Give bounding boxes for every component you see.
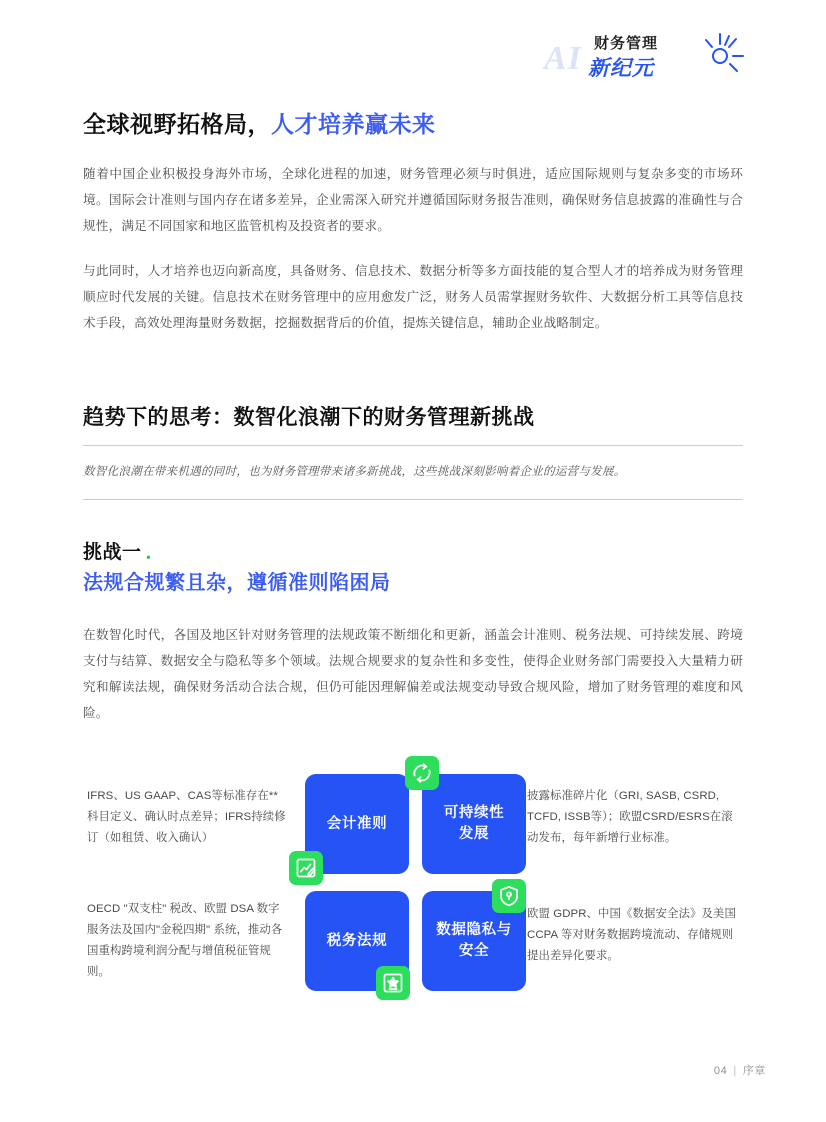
certificate-star-icon bbox=[376, 966, 410, 1000]
diagram-note-sustainability: 披露标准碎片化（GRI, SASB, CSRD, TCFD, ISSB等）；欧盟CSRD/ESRS在滚动发布，每年新增行业标准。 bbox=[527, 790, 733, 844]
footer-page-number: 04 bbox=[713, 1065, 728, 1077]
diagram-note-accounting: IFRS、US GAAP、CAS等标准存在**科目定义、确认时点差异；IFRS持续修订（如租赁、收入确认） bbox=[87, 790, 286, 844]
page-content bbox=[83, 110, 743, 1044]
challenge-paragraph: 在数智化时代，各国及地区针对财务管理的法规政策不断细化和更新，涵盖会计准则、税务法规、可持续发展、跨境支付与结算、数据安全与隐私等多个领域。法规合规要求的复杂性和多变性，使得企业财务部门需要投入大量精力研究和解读法规，确保财务活动合法合规，但仍可能因理解偏差或法规变动导致合规风险，增加了财务管理的难度和风险。 bbox=[83, 628, 743, 720]
diagram-tile-privacy-line2: 安全 bbox=[458, 943, 490, 960]
section-two-note: 数智化浪潮在带来机遇的同时，也为财务管理带来诸多新挑战，这些挑战深刻影响着企业的运营与发展。 bbox=[83, 464, 626, 478]
document-pen-icon bbox=[289, 851, 323, 885]
logo-main-text: 财务管理 bbox=[594, 35, 659, 52]
brand-logo bbox=[526, 24, 766, 90]
intro-paragraph-1: 随着中国企业积极投身海外市场，全球化进程的加速，财务管理必须与时俱进，适应国际规则与复杂多变的市场环境。国际会计准则与国内存在诸多差异，企业需深入研究并遵循国际财务报告准则，确保财务信息披露的准确性与合规性，满足不同国家和地区监管机构及投资者的要求。 bbox=[83, 166, 743, 233]
sunburst-icon bbox=[699, 30, 747, 78]
diagram-tile-sustainability-line2: 发展 bbox=[458, 826, 490, 843]
spacer bbox=[83, 357, 743, 401]
page-title-accent: 人才培养赢未来 bbox=[271, 111, 436, 137]
page-title bbox=[83, 110, 743, 140]
shield-lock-icon bbox=[492, 879, 526, 913]
logo-watermark-ai: AI bbox=[544, 40, 582, 77]
footer-divider: | bbox=[733, 1065, 737, 1077]
spacer bbox=[83, 500, 743, 540]
diagram-tile-privacy-line1: 数据隐私与 bbox=[436, 922, 512, 939]
diagram-tile-privacy-label bbox=[436, 920, 512, 962]
logo-sub-text: 新纪元 bbox=[588, 56, 654, 80]
challenge-title: 法规合规繁且杂，遵循准则陷困局 bbox=[83, 572, 391, 595]
challenge-dot: ． bbox=[145, 542, 166, 564]
intro-paragraph-2: 与此同时，人才培养也迈向新高度，具备财务、信息技术、数据分析等多方面技能的复合型人才的培养成为财务管理顺应时代发展的关键。信息技术在财务管理中的应用愈发广泛，财务人员需掌握财务软件、大数据分析工具等信息技术手段，高效处理海量财务数据，挖掘数据背后的价值，提炼关键信息，辅助企业战略制定。 bbox=[83, 264, 743, 330]
challenge-label-row bbox=[83, 540, 743, 566]
page-title-black: 全球视野拓格局， bbox=[83, 111, 271, 137]
diagram-tile-tax-label: 税务法规 bbox=[326, 932, 388, 949]
diagram-note-tax: OECD "双支柱" 税改、欧盟 DSA 数字服务法及国内"金税四期" 系统，推动各国重构跨境利润分配与增值税征管规则。 bbox=[87, 903, 283, 978]
page-header bbox=[526, 24, 766, 90]
diagram-note-privacy: 欧盟 GDPR、中国《数据安全法》及美国 CCPA 等对财务数据跨境流动、存储规则提出差异化要求。 bbox=[527, 908, 736, 962]
diagram-tile-sustainability[interactable] bbox=[422, 774, 526, 874]
challenge-label: 挑战一 bbox=[83, 542, 142, 564]
recycle-icon bbox=[405, 756, 439, 790]
section-two-title: 趋势下的思考：数智化浪潮下的财务管理新挑战 bbox=[83, 405, 535, 429]
challenge-diagram bbox=[83, 754, 743, 1044]
page-footer bbox=[714, 1062, 766, 1078]
diagram-tile-accounting-label: 会计准则 bbox=[326, 815, 388, 832]
diagram-tile-sustainability-line1: 可持续性 bbox=[443, 805, 505, 822]
diagram-tile-sustainability-label bbox=[444, 803, 504, 845]
footer-section-name: 序章 bbox=[742, 1065, 766, 1077]
